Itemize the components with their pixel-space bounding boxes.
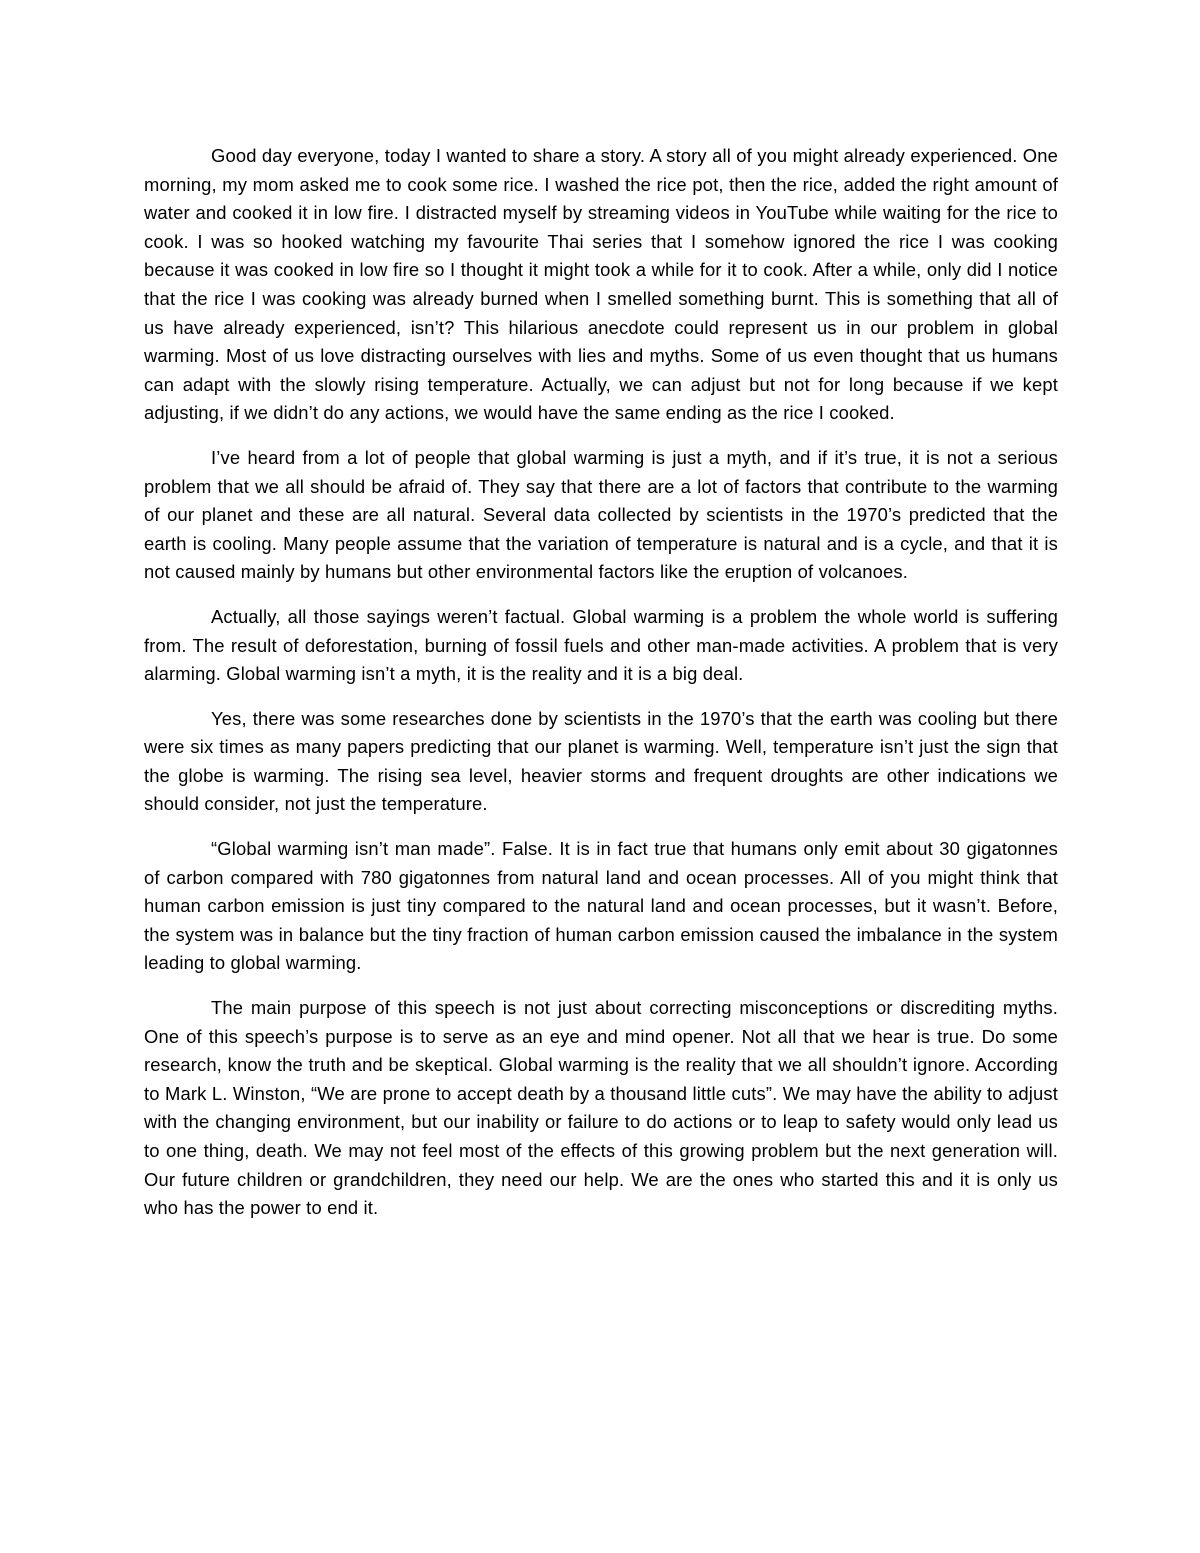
paragraph-myth-claims: I’ve heard from a lot of people that global warming is just a myth, and if it’s true, it is not a serious problem that we all should be afraid of. They say that there are a lot of factors that contribute to the warming of our planet and these are all natural. Several data collected by scientists in the 1970’s predicted that the earth is cooling. Many people assume that the variation of temperature is natural and is a cycle, and that it is not caused mainly by humans but other environmental factors like the eruption of volcanoes. xyxy=(144,446,1058,583)
paragraph-rice-story: Good day everyone, today I wanted to share a story. A story all of you might already experienced. One morning, my mom asked me to cook some rice. I washed the rice pot, then the rice, added the right amount of water and cooked it in low fire. I distracted myself by streaming videos in YouTube while waiting for the rice to cook. I was so hooked watching my favourite Thai series that I somehow ignored the rice I was cooking because it was cooked in low fire so I thought it might took a while for it to cook. After a while, only did I notice that the rice I was cooking was already burned when I smelled something burnt. This is something that all of us have already experienced, isn’t? This hilarious anecdote could represent us in our problem in global warming. Most of us love distracting ourselves with lies and myths. Some of us even thought that us humans can adapt with the slowly rising temperature. Actually, we can adjust but not for long because if we kept adjusting, if we didn’t do any actions, we would have the same ending as the rice I cooked. xyxy=(144,145,1058,424)
document-page xyxy=(144,142,1058,1239)
paragraph-man-made: “Global warming isn’t man made”. False. It is in fact true that humans only emit about 30 gigatonnes of carbon compared with 780 gigatonnes from natural land and ocean processes. All of you might think that human carbon emission is just tiny compared to the natural land and ocean processes, but it wasn’t. Before, the system was in balance but the tiny fraction of human carbon emission caused the imbalance in the system leading to global warming. xyxy=(144,838,1058,974)
paragraph-1970s-research: Yes, there was some researches done by scientists in the 1970’s that the earth was cooling but there were six times as many papers predicting that our planet is warming. Well, temperature isn’t just the sign that the globe is warming. The rising sea level, heavier storms and frequent droughts are other indications we should consider, not just the temperature. xyxy=(144,707,1058,815)
paragraph-conclusion: The main purpose of this speech is not just about correcting misconceptions or discrediting myths. One of this speech’s purpose is to serve as an eye and mind opener. Not all that we hear is true. Do some research, know the truth and be skeptical. Global warming is the reality that we all shouldn’t ignore. According to Mark L. Winston, “We are prone to accept death by a thousand little cuts”. We may have the ability to adjust with the changing environment, but our inability or failure to do actions or to leap to safety would only lead us to one thing, death. We may not feel most of the effects of this growing problem but the next generation will. Our future children or grandchildren, they need our help. We are the ones who started this and it is only us who has the power to end it. xyxy=(144,997,1058,1219)
paragraph-rebuttal: Actually, all those sayings weren’t factual. Global warming is a problem the whole world is suffering from. The result of deforestation, burning of fossil fuels and other man-made activities. A problem that is very alarming. Global warming isn’t a myth, it is the reality and it is a big deal. xyxy=(144,605,1058,685)
